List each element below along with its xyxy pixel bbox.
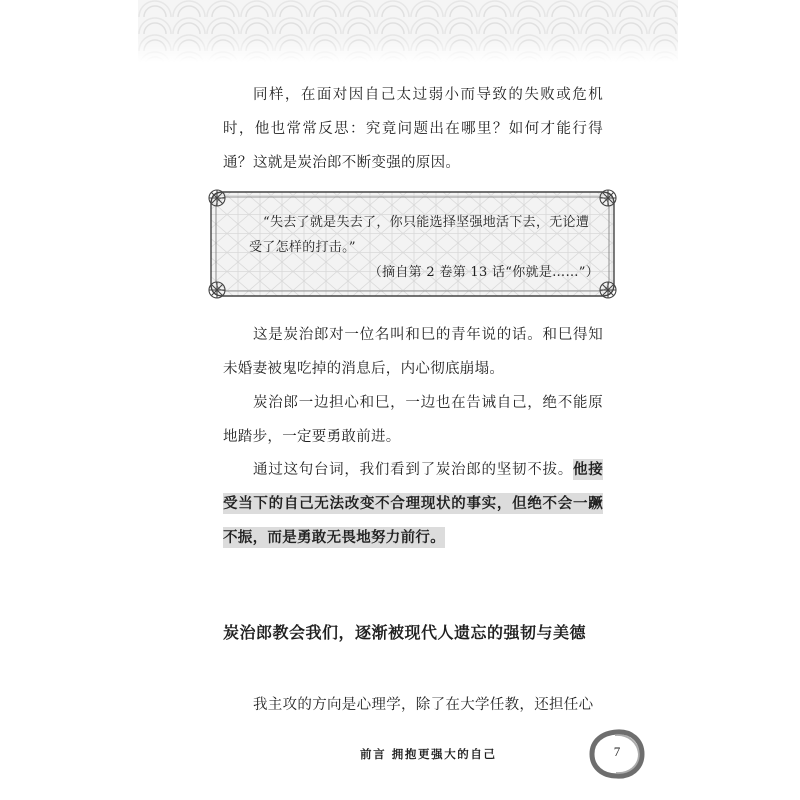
paragraph-reason: 这就是炭治郎不断变强的原因。 [253, 155, 461, 171]
paragraph-psychology: 我主攻的方向是心理学，除了在大学任教，还担任心 [253, 697, 594, 713]
paragraph-reflection: 同样，在面对因自己太过弱小而导致的失败或危机时，他也常常反思：究竟问题出在哪里？如何才能行得通？ [223, 87, 603, 171]
page-number-badge [588, 728, 646, 780]
paragraph-perseverance [223, 453, 603, 555]
quote-box [205, 186, 620, 302]
running-footer-title: 前言 拥抱更强大的自己 [360, 747, 497, 761]
paragraph-perseverance-plain: 通过这句台词，我们看到了炭治郎的坚韧不拔。 [253, 462, 573, 478]
highlighted-passage: 他接受当下的自己无法改变不合理现状的事实，但绝不会一蹶不振，而是勇敢无畏地努力前行。 [223, 461, 603, 546]
paragraph-context: 这是炭治郎对一位名叫和巳的青年说的话。和巳得知未婚妻被鬼吃掉的消息后，内心彻底崩塌。 [223, 327, 603, 377]
quote-text-block [249, 210, 601, 285]
section-title: 炭治郎教会我们，逐渐被现代人遗忘的强韧与美德 [223, 623, 587, 642]
quote-content: “失去了就是失去了，你只能选择坚强地活下去，无论遭受了怎样的打击。” [249, 215, 590, 255]
page-number: 7 [613, 744, 621, 759]
header-fade [138, 38, 678, 62]
paragraph-resolve: 炭治郎一边担心和巳，一边也在告诫自己，绝不能原地踏步，一定要勇敢前进。 [223, 395, 603, 445]
quote-source: （摘自第 2 卷第 13 话“你就是……”） [368, 265, 599, 280]
